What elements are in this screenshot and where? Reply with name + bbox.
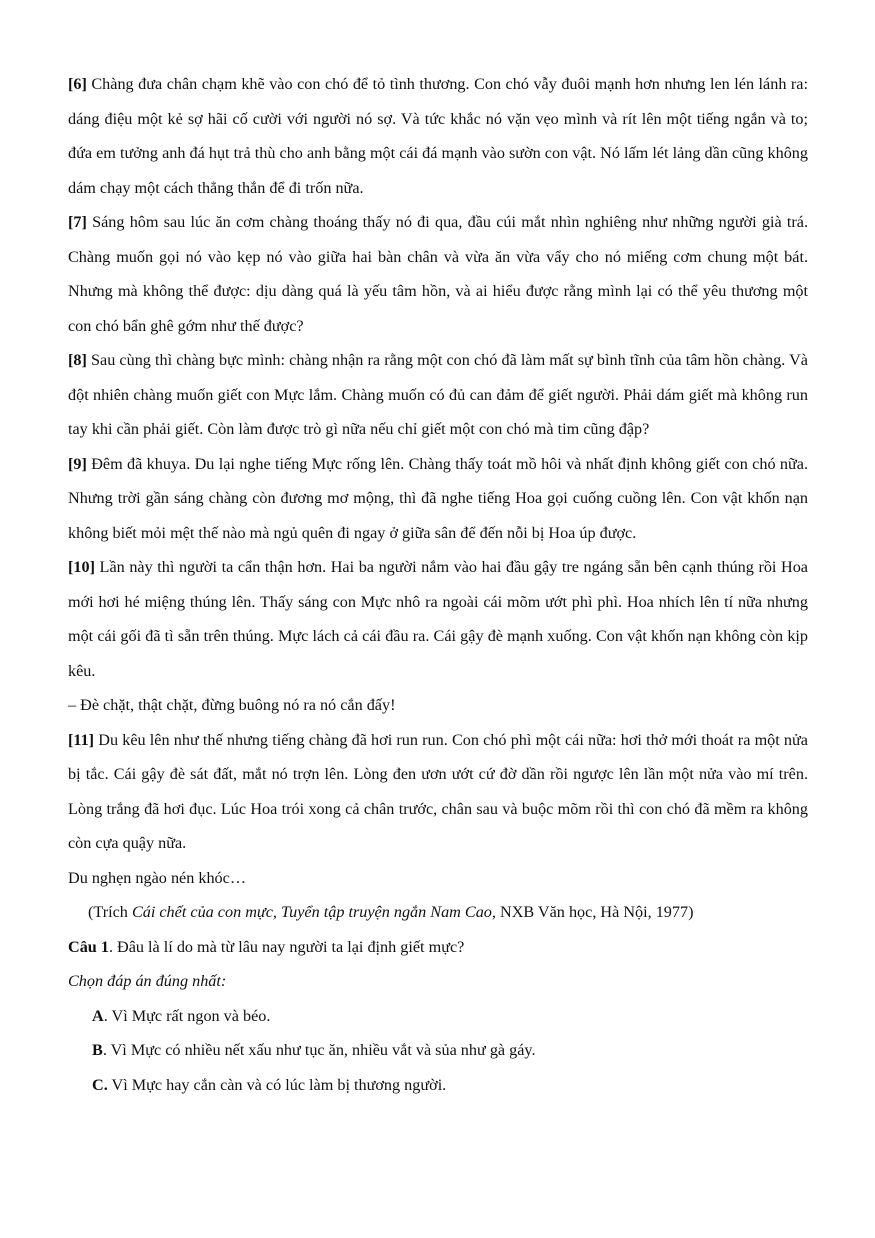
- question-label: Câu 1: [68, 937, 109, 956]
- dialogue-line: – Đè chặt, thật chặt, đừng buông nó ra nó cắn đấy!: [68, 696, 396, 714]
- citation-prefix: (Trích: [88, 903, 132, 921]
- question-1: [68, 930, 808, 965]
- option-letter: B: [92, 1041, 103, 1059]
- paragraph-7: [68, 205, 808, 343]
- citation-title: Cái chết của con mực, Tuyển tập truyện ngắn Nam Cao,: [131, 903, 496, 921]
- paragraph-11: [68, 723, 808, 861]
- option-text: . Vì Mực rất ngon và béo.: [103, 1006, 271, 1025]
- paragraph-text: Chàng đưa chân chạm khẽ vào con chó để tỏ tình thương. Con chó vẫy đuôi mạnh hơn nhưng len lén lánh ra: dáng điệu một kẻ sợ hãi cố cười với người nó sợ. Và tức khắc nó vặn vẹo mình và rít lên một tiếng ngắn và to; đứa em tưởng anh đá hụt trả thù cho anh bằng một cái đá mạnh vào sườn con vật. Nó lấm lét lảng dần cũng không dám chạy một cách thẳng thắn để đi trốn nữa.: [68, 75, 808, 197]
- option-text: Vì Mực hay cắn càn và có lúc làm bị thương người.: [107, 1075, 447, 1094]
- paragraph-number: [6]: [68, 75, 87, 93]
- paragraph-text: Du kêu lên như thế nhưng tiếng chàng đã hơi run run. Con chó phì một cái nữa: hơi thở mới thoát ra một nửa bị tắc. Cái gậy đè sát đất, mắt nó trợn lên. Lòng đen ươn ướt cứ đờ dần rồi ngược lên lần một nửa vào mí trên. Lòng trắng đã hơi đục. Lúc Hoa trói xong cả chân trước, chân sau và buộc mõm rồi thì con chó đã mềm ra không còn cựa quậy nữa.: [68, 730, 808, 852]
- paragraph-6: [68, 67, 808, 205]
- answer-option-b: [68, 1033, 808, 1068]
- paragraph-number: [11]: [68, 730, 95, 749]
- paragraph-number: [7]: [68, 213, 87, 231]
- question-text: . Đâu là lí do mà từ lâu nay người ta lại định giết mực?: [108, 937, 465, 956]
- answer-option-c: [68, 1068, 808, 1103]
- paragraph-number: [8]: [68, 351, 87, 369]
- paragraph-number: [10]: [68, 558, 95, 576]
- paragraph-text: Sau cùng thì chàng bực mình: chàng nhận ra rằng một con chó đã làm mất sự bình tĩnh của tâm hồn chàng. Và đột nhiên chàng muốn giết con Mực lắm. Chàng muốn có đủ can đảm để giết người. Phải dám giết mà không run tay khi cần phải giết. Còn làm được trò gì nữa nếu chỉ giết một con chó mà tim cũng đập?: [68, 351, 808, 438]
- source-citation: [68, 895, 808, 930]
- question-instruction: Chọn đáp án đúng nhất:: [68, 972, 227, 990]
- option-letter: A: [92, 1006, 104, 1025]
- closing-line: Du nghẹn ngào nén khóc…: [68, 868, 247, 887]
- paragraph-9: [68, 447, 808, 551]
- citation-suffix: NXB Văn học, Hà Nội, 1977): [495, 903, 694, 921]
- paragraph-10: [68, 550, 808, 688]
- paragraph-text: Sáng hôm sau lúc ăn cơm chàng thoáng thấy nó đi qua, đầu cúi mắt nhìn nghiêng như những người già trá. Chàng muốn gọi nó vào kẹp nó vào giữa hai bàn chân và vừa ăn vừa vẩy cho nó miếng cơm chung một bát. Nhưng mà không thể được: dịu dàng quá là yếu tâm hồn, và ai hiểu được rằng mình lại có thể yêu thương một con chó bẩn ghê gớm như thế được?: [68, 213, 808, 335]
- paragraph-8: [68, 343, 808, 447]
- answer-option-a: [68, 999, 808, 1034]
- option-letter: C.: [92, 1075, 108, 1094]
- paragraph-number: [9]: [68, 454, 87, 473]
- option-text: . Vì Mực có nhiều nết xấu như tục ăn, nhiều vắt và sủa như gà gáy.: [102, 1041, 536, 1059]
- paragraph-text: Đêm đã khuya. Du lại nghe tiếng Mực rống lên. Chàng thấy toát mồ hôi và nhất định không giết con chó nữa. Nhưng trời gần sáng chàng còn đương mơ mộng, thì đã nghe tiếng Hoa gọi cuống cuồng lên. Con vật khốn nạn không biết mỏi mệt thế nào mà ngủ quên đi ngay ở giữa sân để đến nỗi bị Hoa úp được.: [68, 454, 808, 542]
- paragraph-text: Lần này thì người ta cẩn thận hơn. Hai ba người nắm vào hai đầu gậy tre ngáng sẵn bên cạnh thúng rồi Hoa mới hơi hé miệng thúng lên. Thấy sáng con Mực nhô ra ngoài cái mõm ướt phì phì. Hoa nhích lên tí nữa nhưng một cái gối đã tì sẵn trên thúng. Mực lách cả cái đầu ra. Cái gậy đè mạnh xuống. Con vật khốn nạn không còn kịp kêu.: [68, 558, 808, 680]
